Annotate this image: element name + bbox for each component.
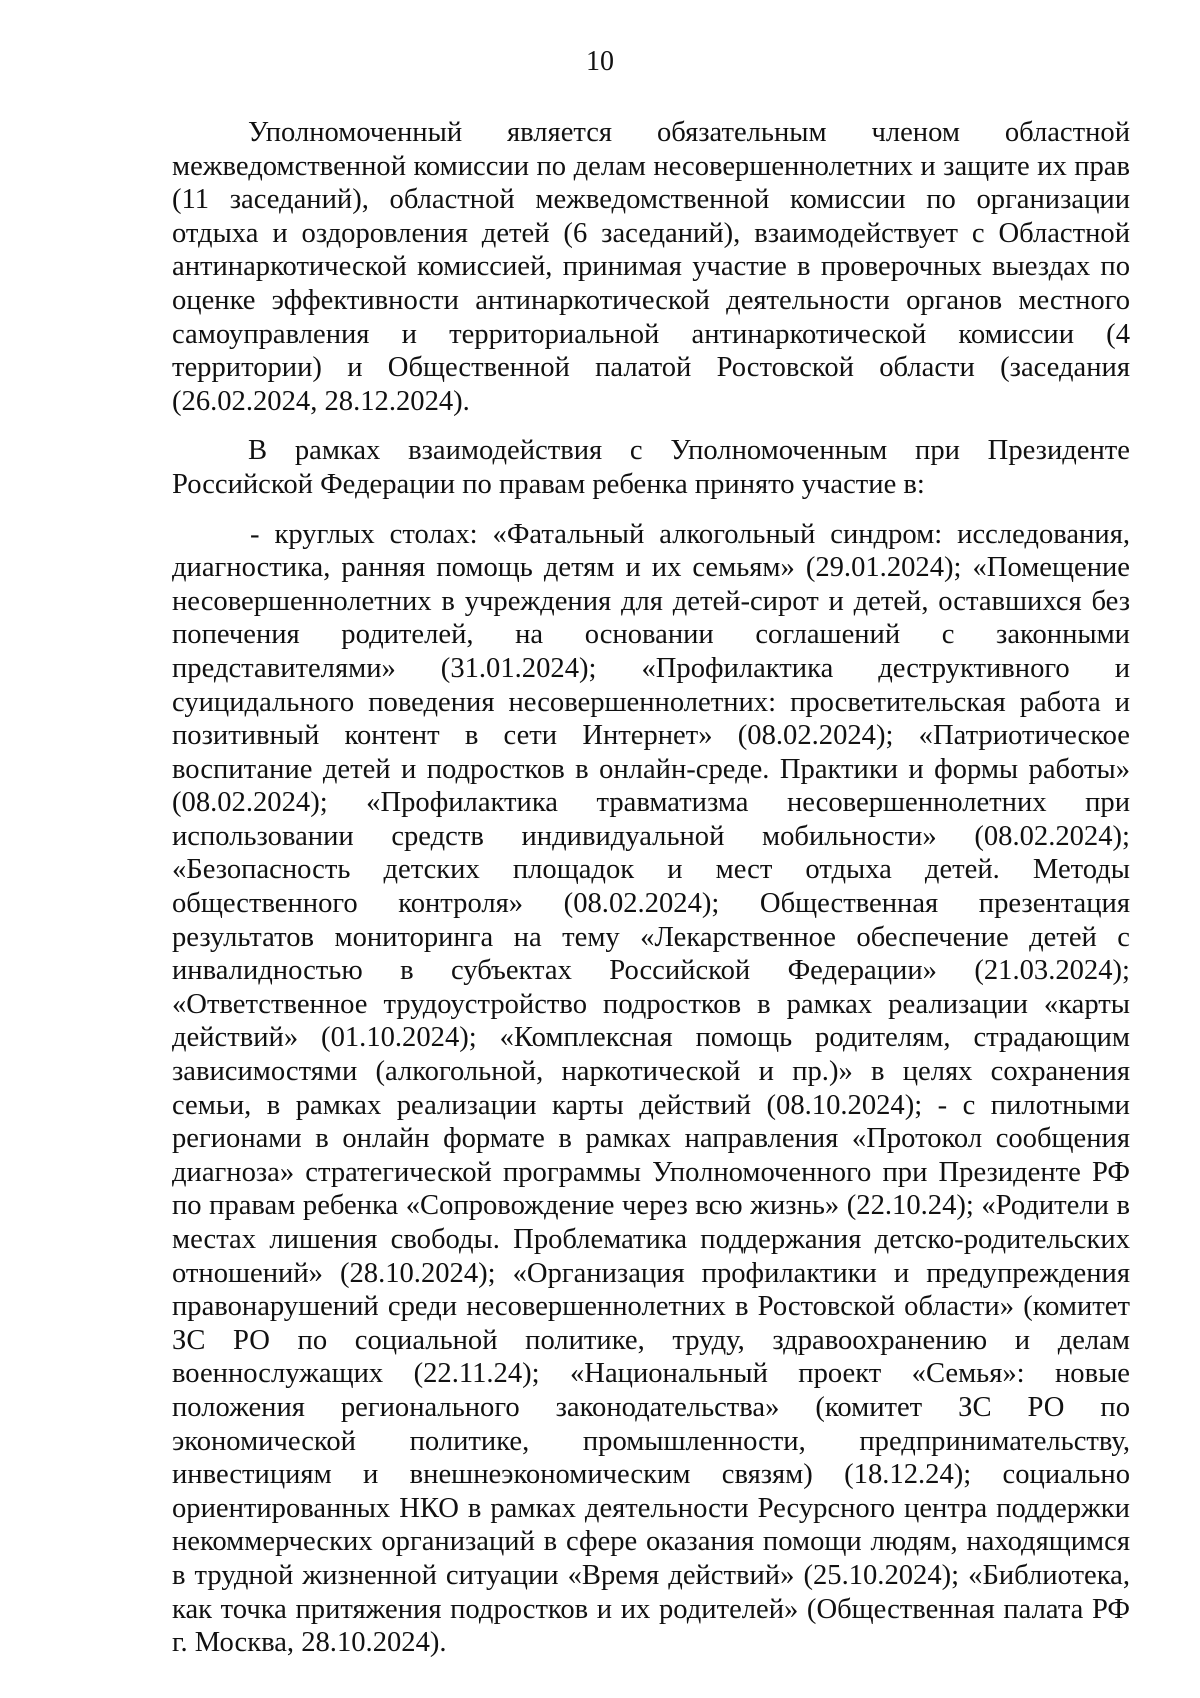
page-number: 10: [586, 46, 614, 77]
document-body: [172, 116, 1130, 1660]
paragraph-commission-membership: Уполномоченный является обязательным членом областной межведомственной комиссии по делам несовершеннолетних и защите их прав (11 заседаний), областной межведомственной комиссии по организации отдыха и оздоровления детей (6 заседаний), взаимодействует с Областной антинаркотической комиссией, принимая участие в проверочных выездах по оценке эффективности антинаркотической деятельности органов местного самоуправления и территориальной антинаркотической комиссии (4 территории) и Общественной палатой Ростовской области (заседания (26.02.2024, 28.12.2024).: [172, 117, 1130, 417]
paragraph-federal-ombudsman-intro: В рамках взаимодействия с Уполномоченным при Президенте Российской Федерации по правам ребенка принято участие в:: [172, 435, 1130, 500]
paragraph-round-tables-list: - круглых столах: «Фатальный алкогольный синдром: исследования, диагностика, ранняя помощь детям и их семьям» (29.01.2024); «Помещение несовершеннолетних в учреждения для детей-сирот и детей, оставшихся без попечения родителей, на основании соглашений с законными представителями» (31.01.2024); «Профилактика деструктивного и суицидального поведения несовершеннолетних: просветительская работа и позитивный контент в сети Интернет» (08.02.2024); «Патриотическое воспитание детей и подростков в онлайн-среде. Практики и формы работы» (08.02.2024); «Профилактика травматизма несовершеннолетних при использовании средств индивидуальной мобильности» (08.02.2024); «Безопасность детских площадок и мест отдыха детей. Методы общественного контроля» (08.02.2024); Общественная презентация результатов мониторинга на тему «Лекарственное обеспечение детей с инвалидностью в субъектах Российской Федерации» (21.03.2024); «Ответственное трудоустройство подростков в рамках реализации «карты действий» (01.10.2024); «Комплексная помощь родителям, страдающим зависимостями (алкогольной, наркотической и пр.)» в целях сохранения семьи, в рамках реализации карты действий (08.10.2024); - с пилотными регионами в онлайн формате в рамках направления «Протокол сообщения диагноза» стратегической программы Уполномоченного при Президенте РФ по правам ребенка «Сопровождение через всю жизнь» (22.10.24); «Родители в местах лишения свободы. Проблематика поддержания детско-родительских отношений» (28.10.2024); «Организация профилактики и предупреждения правонарушений среди несовершеннолетних в Ростовской области» (комитет ЗС РО по социальной политике, труду, здравоохранению и делам военнослужащих (22.11.24); «Национальный проект «Семья»: новые положения регионального законодательства» (комитет ЗС РО по экономической политике, промышленности, предпринимательству, инвестициям и внешнеэкономическим связям) (18.12.24); социально ориентированных НКО в рамках деятельности Ресурсного центра поддержки некоммерческих организаций в сфере оказания помощи людям, находящимся в трудной жизненной ситуации «Время действий» (25.10.2024); «Библиотека, как точка притяжения подростков и их родителей» (Общественная палата РФ г. Москва, 28.10.2024).: [172, 518, 1130, 1659]
